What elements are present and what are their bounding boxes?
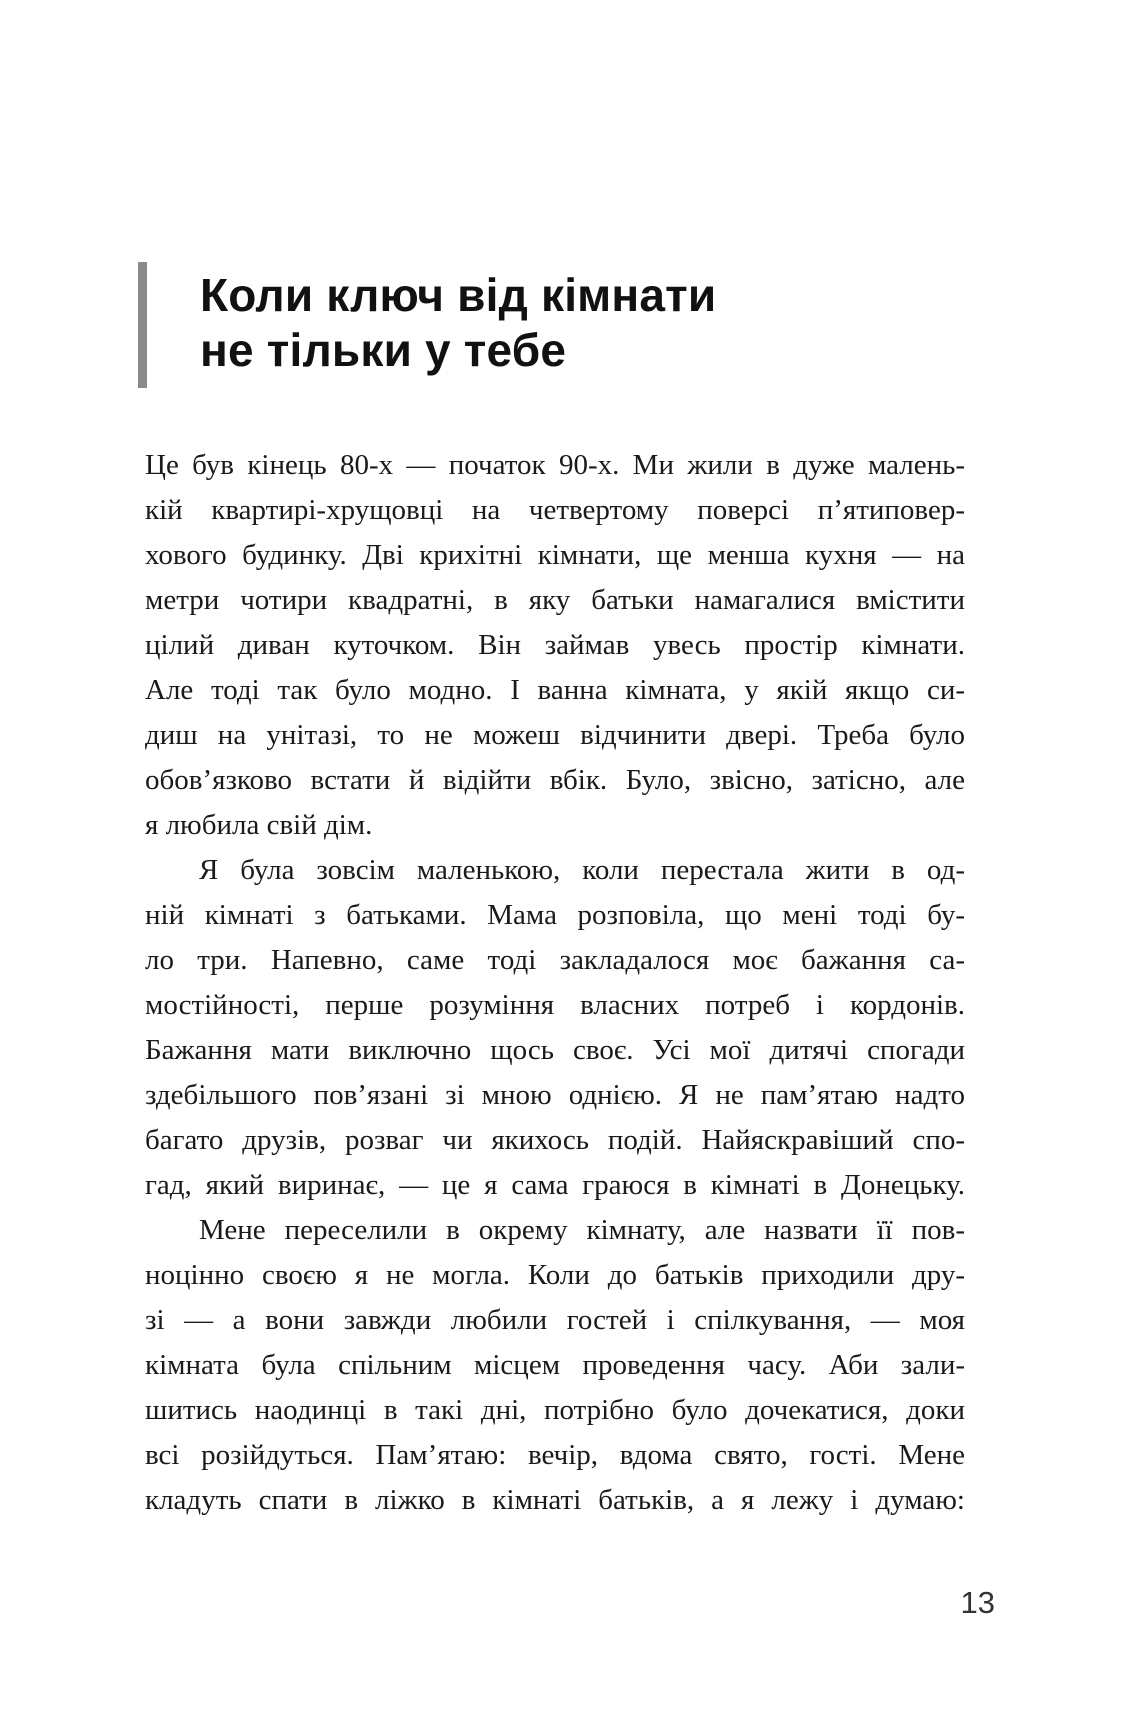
text-line: зі — а вони завжди любили гостей і спілкування, — моя	[145, 1304, 965, 1336]
text-line: кладуть спати в ліжко в кімнаті батьків, а я лежу і думаю:	[145, 1484, 965, 1516]
chapter-title-line-2: не тільки у тебе	[200, 324, 567, 376]
text-line: мостійності, перше розуміння власних потреб і кордонів.	[145, 989, 965, 1021]
text-line: ло три. Напевно, саме тоді закладалося моє бажання са-	[145, 944, 965, 976]
body-text	[145, 443, 965, 1523]
text-line: Мене переселили в окрему кімнату, але назвати її пов-	[199, 1214, 965, 1246]
text-line: Бажання мати виключно щось своє. Усі мої дитячі спогади	[145, 1034, 965, 1066]
paragraph-2	[145, 848, 965, 1208]
paragraph-3	[145, 1208, 965, 1523]
text-line: обов’язково встати й відійти вбік. Було, звісно, затісно, але	[145, 764, 965, 796]
text-line: цілий диван куточком. Він займав увесь простір кімнати.	[145, 629, 965, 661]
text-line: кімната була спільним місцем проведення часу. Аби зали-	[145, 1349, 965, 1381]
text-line: Це був кінець 80-х — початок 90-х. Ми жили в дуже малень-	[145, 449, 965, 481]
text-line: здебільшого пов’язані зі мною однією. Я не пам’ятаю надто	[145, 1079, 965, 1111]
text-line: всі розійдуться. Пам’ятаю: вечір, вдома свято, гості. Мене	[145, 1439, 965, 1471]
text-line: кій квартирі-хрущовці на четвертому поверсі п’ятиповер-	[145, 494, 965, 526]
text-line: гад, який виринає, — це я сама граюся в кімнаті в Донецьку.	[145, 1169, 965, 1201]
text-line: диш на унітазі, то не можеш відчинити двері. Треба було	[145, 719, 965, 751]
text-line: ноцінно своєю я не могла. Коли до батьків приходили дру-	[145, 1259, 965, 1291]
text-line: ній кімнаті з батьками. Мама розповіла, що мені тоді бу-	[145, 899, 965, 931]
text-line: шитись наодинці в такі дні, потрібно було дочекатися, доки	[145, 1394, 965, 1426]
chapter-accent-bar	[138, 262, 147, 388]
text-line: я любила свій дім.	[145, 809, 373, 841]
text-line: Але тоді так було модно. І ванна кімната, у якій якщо си-	[145, 674, 965, 706]
text-line: багато друзів, розваг чи якихось подій. Найяскравіший спо-	[145, 1124, 965, 1156]
paragraph-1	[145, 443, 965, 848]
text-line: метри чотири квадратні, в яку батьки намагалися вмістити	[145, 584, 965, 616]
page-number: 13	[960, 1585, 995, 1620]
text-line: хового будинку. Дві крихітні кімнати, ще менша кухня — на	[145, 539, 965, 571]
chapter-title-line-1: Коли ключ від кімнати	[200, 269, 717, 321]
text-line: Я була зовсім маленькою, коли перестала жити в од-	[199, 854, 965, 886]
chapter-title	[200, 268, 716, 378]
